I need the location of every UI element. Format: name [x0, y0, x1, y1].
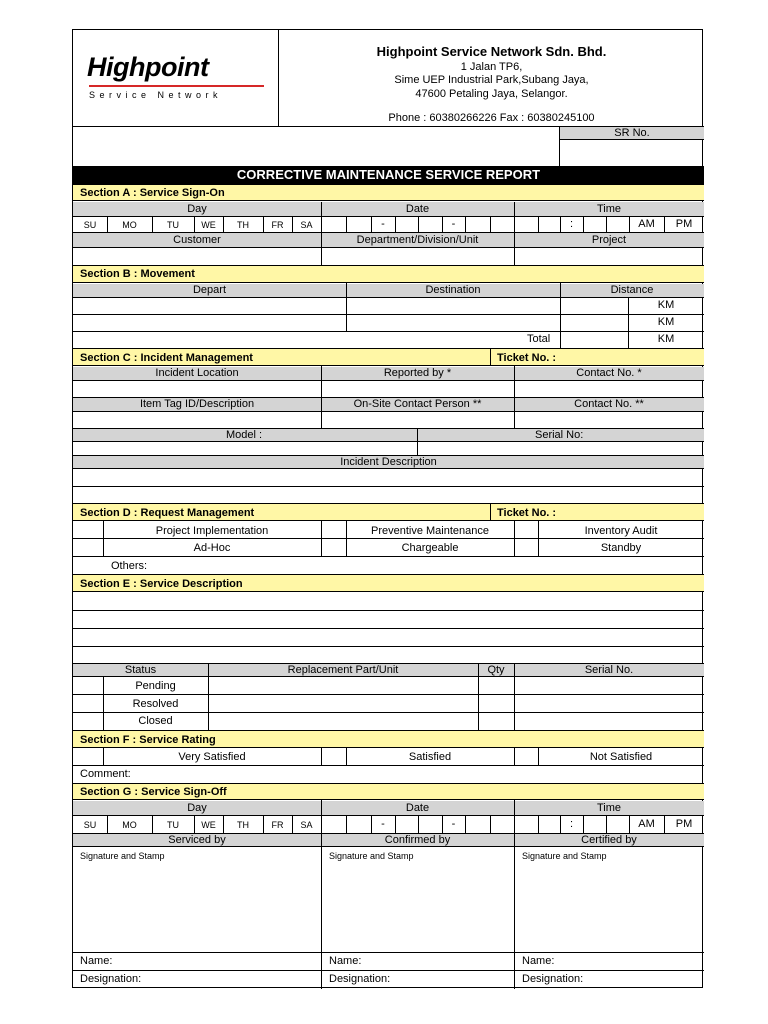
rating-very-satisfied-option[interactable]: Very Satisfied	[178, 751, 246, 763]
comment-label: Comment:	[80, 768, 131, 780]
depart-header: Depart	[192, 284, 227, 296]
date-separator: -	[451, 818, 456, 830]
company-address-1: 1 Jalan TP6,	[460, 61, 523, 73]
item-tag-label: Item Tag ID/Description	[139, 398, 255, 410]
destination-header: Destination	[425, 284, 481, 296]
date-separator: -	[381, 218, 385, 230]
distance-header: Distance	[610, 284, 654, 296]
date-separator: -	[381, 818, 385, 830]
ticket-no-label: Ticket No. :	[497, 507, 557, 519]
preventive-maintenance-option[interactable]: Preventive Maintenance	[370, 525, 489, 537]
chargeable-option[interactable]: Chargeable	[401, 542, 459, 554]
section-e-title: Section E : Service Description	[80, 578, 243, 590]
section-a-title: Section A : Service Sign-On	[80, 187, 225, 199]
contact-no-label: Contact No. *	[576, 367, 642, 379]
day-option-mo[interactable]: MO	[122, 220, 137, 230]
status-resolved-option[interactable]: Resolved	[132, 698, 179, 710]
time-header: Time	[596, 203, 622, 215]
replacement-part-header: Replacement Part/Unit	[287, 664, 399, 676]
day-option-tu[interactable]: TU	[167, 820, 179, 830]
km-unit: KM	[657, 299, 675, 311]
company-logo-subtitle: S e r v i c e N e t w o r k	[89, 90, 219, 100]
am-option[interactable]: AM	[638, 818, 655, 830]
am-option[interactable]: AM	[638, 218, 655, 230]
customer-label: Customer	[173, 234, 221, 246]
serial-no-header: Serial No.	[584, 664, 634, 676]
signature-stamp-label: Signature and Stamp	[80, 851, 165, 861]
day-option-tu[interactable]: TU	[167, 220, 179, 230]
km-unit: KM	[657, 316, 675, 328]
day-header: Day	[187, 203, 207, 215]
date-header: Date	[405, 802, 430, 814]
service-report-form	[72, 29, 703, 988]
standby-option[interactable]: Standby	[600, 542, 642, 554]
sr-number-label: SR No.	[614, 127, 650, 139]
signature-stamp-label: Signature and Stamp	[329, 851, 414, 861]
section-c-title: Section C : Incident Management	[80, 352, 253, 364]
day-option-sa[interactable]: SA	[300, 820, 313, 830]
status-pending-option[interactable]: Pending	[135, 680, 176, 692]
day-option-sa[interactable]: SA	[300, 220, 313, 230]
serviced-by-label: Serviced by	[168, 834, 226, 846]
serviced-by-designation-label: Designation:	[80, 973, 142, 985]
department-label: Department/Division/Unit	[356, 234, 479, 246]
certified-by-label: Certified by	[581, 834, 637, 846]
company-phone-fax: Phone : 60380266226 Fax : 60380245100	[388, 112, 595, 124]
rating-satisfied-option[interactable]: Satisfied	[408, 751, 452, 763]
date-separator: -	[451, 218, 456, 230]
date-header: Date	[405, 203, 430, 215]
confirmed-by-label: Confirmed by	[384, 834, 451, 846]
adhoc-option[interactable]: Ad-Hoc	[193, 542, 231, 554]
project-implementation-option[interactable]: Project Implementation	[155, 525, 269, 537]
certified-by-designation-label: Designation:	[522, 973, 584, 985]
company-address-2: Sime UEP Industrial Park,Subang Jaya,	[394, 74, 589, 86]
day-option-su[interactable]: SU	[83, 820, 97, 830]
time-header: Time	[596, 802, 622, 814]
project-label: Project	[591, 234, 627, 246]
km-unit: KM	[657, 333, 675, 345]
total-label: Total	[527, 333, 551, 345]
day-option-fr[interactable]: FR	[271, 820, 284, 830]
contact-no-2-label: Contact No. **	[574, 398, 644, 410]
ticket-no-label: Ticket No. :	[497, 352, 557, 364]
status-closed-option[interactable]: Closed	[138, 715, 173, 727]
day-header: Day	[187, 802, 207, 814]
onsite-contact-label: On-Site Contact Person **	[353, 398, 482, 410]
day-option-su[interactable]: SU	[83, 220, 97, 230]
day-option-fr[interactable]: FR	[271, 220, 284, 230]
serial-no-label: Serial No:	[535, 429, 584, 441]
model-label: Model :	[226, 429, 263, 441]
section-f-title: Section F : Service Rating	[80, 734, 216, 746]
logo-accent-line	[89, 85, 264, 87]
signature-stamp-label: Signature and Stamp	[522, 851, 607, 861]
day-option-we[interactable]: WE	[201, 220, 216, 230]
report-title: CORRECTIVE MAINTENANCE SERVICE REPORT	[73, 166, 704, 184]
section-b-title: Section B : Movement	[80, 268, 195, 280]
time-separator: :	[569, 818, 574, 830]
day-option-mo[interactable]: MO	[122, 820, 137, 830]
qty-header: Qty	[487, 664, 505, 676]
others-label: Others:	[111, 560, 148, 572]
company-name: Highpoint Service Network Sdn. Bhd.	[376, 44, 607, 59]
time-separator: :	[569, 218, 574, 230]
day-option-we[interactable]: WE	[201, 820, 216, 830]
inventory-audit-option[interactable]: Inventory Audit	[584, 525, 658, 537]
company-logo: Highpoint	[87, 52, 209, 82]
rating-not-satisfied-option[interactable]: Not Satisfied	[589, 751, 653, 763]
status-header: Status	[124, 664, 157, 676]
confirmed-by-name-label: Name:	[329, 955, 362, 967]
reported-by-label: Reported by *	[383, 367, 452, 379]
pm-option[interactable]: PM	[675, 818, 693, 830]
day-option-th[interactable]: TH	[237, 820, 249, 830]
section-g-title: Section G : Service Sign-Off	[80, 786, 227, 798]
certified-by-name-label: Name:	[522, 955, 555, 967]
incident-description-label: Incident Description	[340, 456, 437, 468]
serviced-by-name-label: Name:	[80, 955, 113, 967]
sr-number-field[interactable]	[561, 142, 701, 162]
company-address-3: 47600 Petaling Jaya, Selangor.	[415, 88, 568, 100]
pm-option[interactable]: PM	[675, 218, 693, 230]
day-option-th[interactable]: TH	[237, 220, 249, 230]
confirmed-by-designation-label: Designation:	[329, 973, 391, 985]
incident-location-label: Incident Location	[155, 367, 239, 379]
section-d-title: Section D : Request Management	[80, 507, 255, 519]
